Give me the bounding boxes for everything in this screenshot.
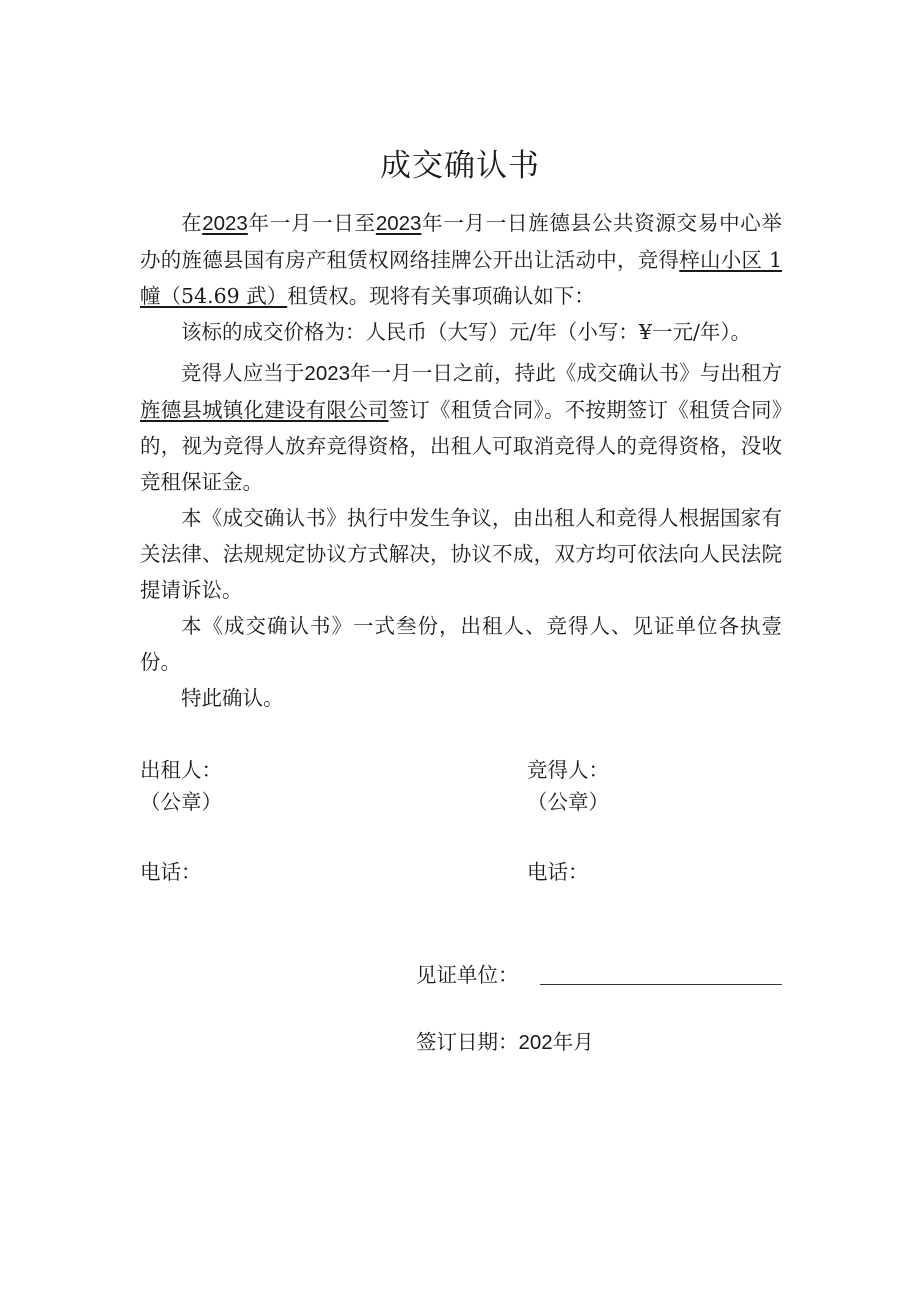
paragraph-price: 该标的成交价格为：人民币（大写）元/年（小写：¥一元/年）。: [181, 320, 752, 344]
lessor-phone-label: 电话：: [140, 860, 202, 884]
witness-label: 见证单位：: [416, 963, 519, 987]
document-title: 成交确认书: [380, 148, 540, 184]
para3-text-1: 竞得人应当于: [181, 361, 305, 385]
deadline-year: 2023: [304, 362, 351, 385]
paragraph-auction-info: [140, 205, 782, 314]
para3-text-3: 签订《租赁合同》。不按期签订《租赁合同》的，视为竞得人放弃竞得资格，出租人可取消竞得人的竞得资格，没收竞租保证金。: [140, 398, 782, 494]
lessor-signature-block: [140, 754, 222, 888]
lessor-name: 旌德县城镇化建设有限公司: [140, 398, 389, 422]
document-body: [140, 205, 782, 716]
paragraph-dispute: 本《成交确认书》执行中发生争议，由出租人和竞得人根据国家有关法律、法规规定协议方式解决，协议不成，双方均可依法向人民法院提请诉讼。: [140, 506, 782, 602]
sign-date: [416, 1026, 594, 1059]
sign-date-value: 202: [518, 1031, 553, 1054]
paragraph-copies: 本《成交确认书》一式叁份，出租人、竞得人、见证单位各执壹份。: [140, 614, 782, 674]
para3-text-2: 年一月一日之前，持此《成交确认书》与出租方: [350, 361, 783, 385]
para1-text-4: 租赁权。现将有关事项确认如下：: [287, 284, 595, 308]
winner-seal: （公章）: [527, 790, 609, 814]
winner-signature-block: [527, 754, 609, 888]
end-year: 2023: [375, 212, 422, 235]
sign-date-label: 签订日期：: [416, 1030, 519, 1054]
paragraph-confirm: 特此确认。: [181, 686, 284, 710]
witness-signature-line: [540, 984, 782, 985]
para1-text-3: 年一月一日旌德县公共资源交易中心举办的旌德县国有房产租赁权网络挂牌公开出让活动中，竞得: [140, 211, 783, 272]
lessor-seal: （公章）: [140, 790, 222, 814]
lessor-label: 出租人：: [140, 758, 222, 782]
winner-phone-label: 电话：: [527, 860, 589, 884]
start-year: 2023: [202, 212, 248, 235]
sign-date-suffix: 年月: [552, 1030, 594, 1054]
paragraph-deadline: [140, 355, 782, 500]
winner-label: 竞得人：: [527, 758, 609, 782]
para1-text-2: 年一月一日至: [247, 211, 376, 235]
para1-text-1: 在: [181, 211, 203, 235]
property-name: 梓山小区 1 幢（54.69 武）: [140, 248, 783, 308]
